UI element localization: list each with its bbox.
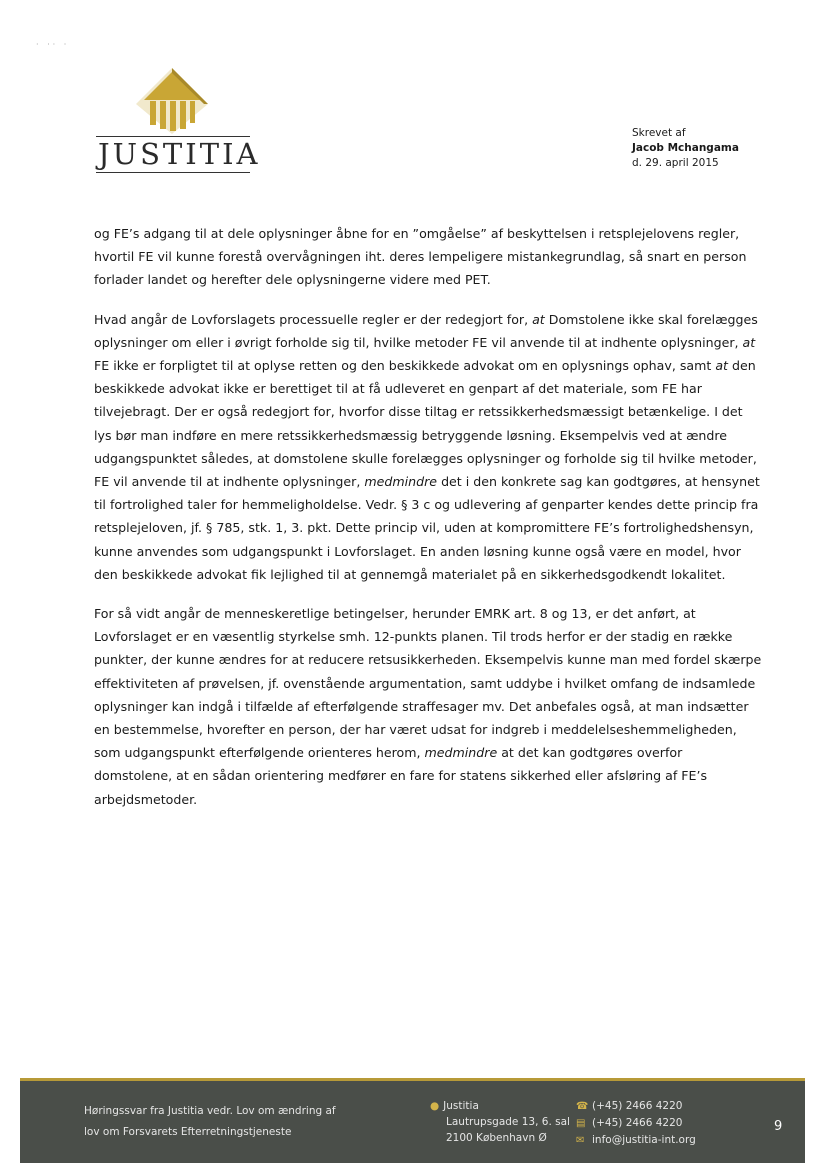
paragraph-text: det i den konkrete sag kan godtgøres, at hensynet til fortrolighed taler for hemmeligholdelse. Vedr. § 3 c og udlevering af genparter kendes dette princip fra retsplejeloven, jf. § 785, stk. 1, 3. pkt. Dette princip vil, uden at kompromittere FE’s fortrolighedshensyn, kunne anvendes som udgangspunkt i Lovforslaget. En anden løsning kunne også være en model, hvor den beskikkede advokat fik lejlighed til at gennemgå materialet på en sikkerhedsgodkendt lokalitet. <box>94 474 760 582</box>
emphasis-text: at <box>742 334 756 350</box>
footer-doc-title-line1: Høringssvar fra Justitia vedr. Lov om ændring af <box>84 1105 336 1117</box>
paragraph-text: Hvad angår de Lovforslagets processuelle regler er der redegjort for, <box>94 311 533 327</box>
byline-date: d. 29. april 2015 <box>632 157 719 169</box>
footer-org: Justitia <box>443 1100 479 1112</box>
scan-artifact: · ·· · <box>36 40 70 49</box>
paragraph-text: FE ikke er forpligtet til at oplyse retten og den beskikkede advokat om en oplysnings ophav, samt <box>94 358 716 374</box>
phone-icon: ☎ <box>576 1101 589 1112</box>
paragraph-text: den beskikkede advokat ikke er berettiget til at få udleveret en genpart af det materiale, som FE har tilvejebragt. Der er også redegjort for, hvorfor disse tiltag er retssikkerhedsmæssigt betænkelige. I det lys bør man indføre en mere retssikkerhedsmæssig betryggende løsning. Eksempelvis ved at ændre udgangspunktet således, at domstolene skulle forelægges oplysninger og forholde sig til hvilke metoder, FE vil anvende til at indhente oplysninger, <box>94 358 757 490</box>
footer-fax: (+45) 2466 4220 <box>592 1117 683 1129</box>
paragraph <box>94 308 764 586</box>
email-icon: ✉ <box>576 1135 585 1146</box>
footer-phone: (+45) 2466 4220 <box>592 1100 683 1112</box>
footer-city: 2100 København Ø <box>446 1132 547 1144</box>
footer-contact <box>576 1098 696 1149</box>
emphasis-text: at <box>715 358 728 374</box>
location-pin-icon: ● <box>430 1100 440 1112</box>
fax-icon: ▤ <box>576 1118 586 1129</box>
emphasis-text: medmindre <box>424 745 498 761</box>
byline-label: Skrevet af <box>632 127 686 139</box>
footer-doc-title-line2: lov om Forsvarets Efterretningstjeneste <box>84 1126 292 1138</box>
footer <box>20 1078 805 1163</box>
footer-address <box>430 1098 570 1146</box>
paragraph <box>94 222 764 292</box>
footer-email[interactable]: info@justitia-int.org <box>592 1134 696 1146</box>
paragraph-text: at det kan godtgøres overfor domstolene, at en sådan orientering medfører en fare for statens sikkerhed eller afsløring af FE’s arbejdsmetoder. <box>94 745 708 807</box>
paragraph-text: og FE’s adgang til at dele oplysninger åbne for en ”omgåelse” af beskyttelsen i retsplejelovens regler, hvortil FE vil kunne forestå overvågningen iht. deres lempeligere mistankegrundlag, så snart en person forlader landet og herefter dele oplysningerne videre med PET. <box>94 226 747 288</box>
paragraph <box>94 602 764 811</box>
byline <box>632 126 739 171</box>
body-text <box>94 222 764 827</box>
logo-wordmark: JUSTITIA <box>98 137 261 171</box>
temple-emblem-icon <box>134 66 210 134</box>
byline-author: Jacob Mchangama <box>632 142 739 154</box>
footer-doc-title <box>84 1101 336 1143</box>
paragraph-text: Domstolene ikke skal forelægges oplysninger om eller i øvrigt forholde sig til, hvilke metoder FE vil anvende til at indhente oplysninger, <box>94 311 758 350</box>
justitia-logo <box>92 66 262 178</box>
emphasis-text: at <box>532 311 545 327</box>
page-number: 9 <box>774 1119 783 1134</box>
emphasis-text: medmindre <box>364 474 438 490</box>
logo-rule-bottom <box>96 172 250 173</box>
paragraph-text: For så vidt angår de menneskeretlige betingelser, herunder EMRK art. 8 og 13, er det anført, at Lovforslaget er en væsentlig styrkelse smh. 12-punkts planen. Til trods herfor er der stadig en række punkter, der kunne ændres for at reducere retsusikkerheden. Eksempelvis kunne man med fordel skærpe effektiviteten af prøvelsen, jf. ovenstående argumentation, samt uddybe i hvilket omfang de indsamlede oplysninger kan indgå i tilfælde af efterfølgende straffesager mv. Det anbefales også, at man indsætter en bestemmelse, hvorefter en person, der har været udsat for indgreb i meddelelseshemmeligheden, som udgangspunkt efterfølgende orienteres herom, <box>94 606 762 761</box>
footer-street: Lautrupsgade 13, 6. sal <box>446 1116 570 1128</box>
